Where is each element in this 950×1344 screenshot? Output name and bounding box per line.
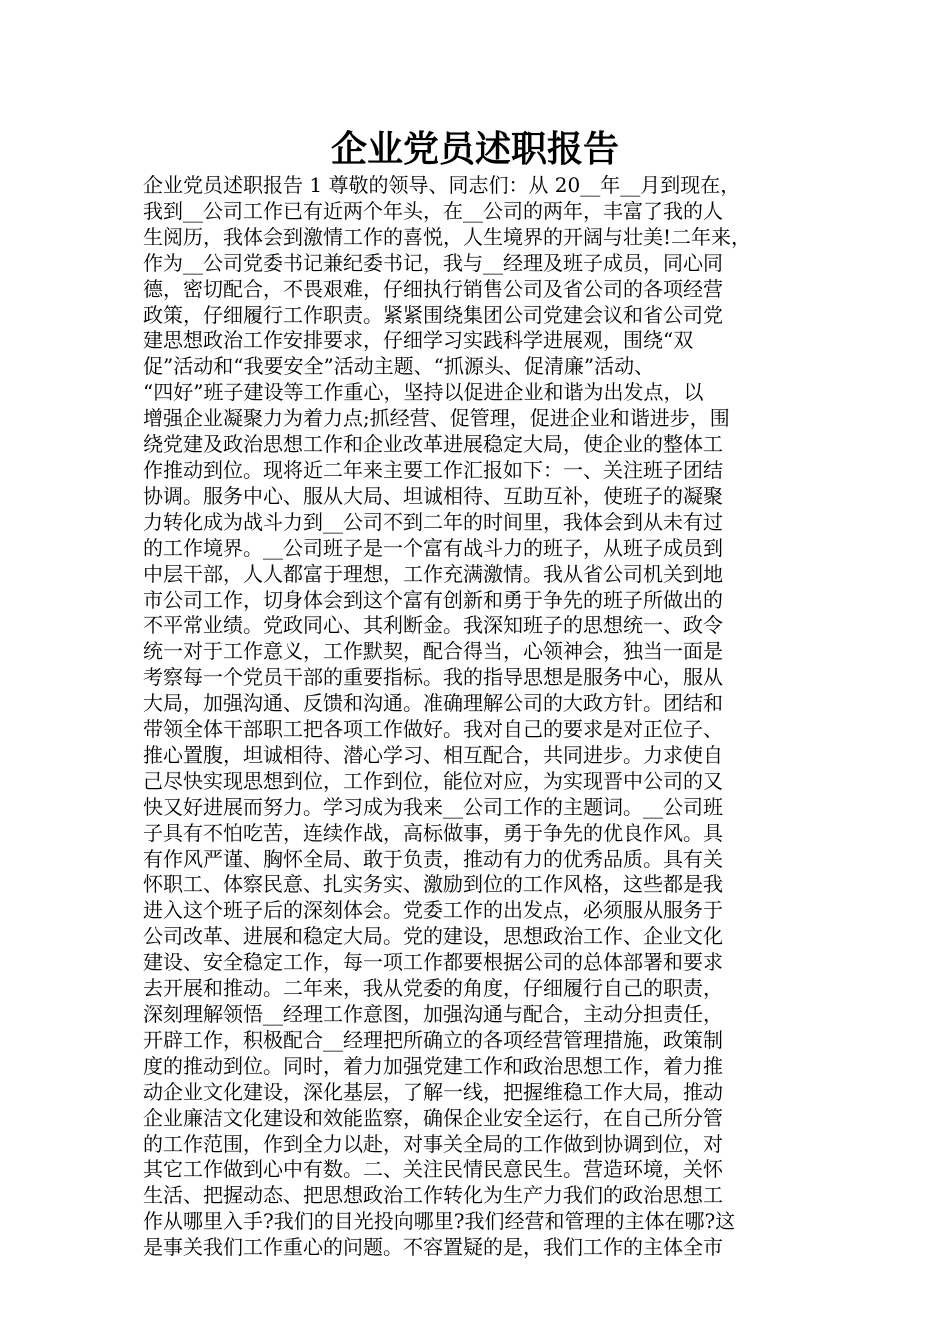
body-text-line: 绕党建及政治思想工作和企业改革进展稳定大局，使企业的整体工	[143, 432, 723, 457]
body-text-line: 促”活动和“我要安全”活动主题、“抓源头、促清廉”活动、	[143, 354, 655, 379]
body-text-line: 的工作范围，作到全力以赴，对事关全局的工作做到协调到位，对	[143, 1131, 723, 1156]
document-body	[143, 173, 813, 1261]
body-text-line: 大局，加强沟通、反馈和沟通。准确理解公司的大政方针。团结和	[143, 691, 723, 716]
body-text-line: “四好”班子建设等工作重心，坚持以促进企业和谐为出发点，以	[143, 380, 704, 405]
body-text-line: 有作风严谨、胸怀全局、敢于负责，推动有力的优秀品质。具有关	[143, 846, 723, 871]
body-text-line: 协调。服务中心、服从大局、坦诚相待、互助互补，使班子的凝聚	[143, 483, 723, 508]
body-text-line: 作推动到位。现将近二年来主要工作汇报如下：一、关注班子团结	[143, 457, 723, 482]
body-text-line: 作为__公司党委书记兼纪委书记，我与__经理及班子成员，同心同	[143, 250, 723, 275]
body-text-line: 生活、把握动态、把思想政治工作转化为生产力我们的政治思想工	[143, 1183, 723, 1208]
body-text-line: 我到__公司工作已有近两个年头，在__公司的两年，丰富了我的人	[143, 198, 723, 223]
body-text-line: 企业党员述职报告 1 尊敬的领导、同志们：从 20__年__月到现在，	[143, 173, 741, 197]
body-text-line: 子具有不怕吃苦，连续作战，高标做事，勇于争先的优良作风。具	[143, 820, 723, 845]
body-text-line: 德，密切配合，不畏艰难，仔细执行销售公司及省公司的各项经营	[143, 276, 723, 301]
body-text-line: 政策，仔细履行工作职责。紧紧围绕集团公司党建会议和省公司党	[143, 302, 723, 327]
body-text-line: 公司改革、进展和稳定大局。党的建设，思想政治工作、企业文化	[143, 924, 723, 949]
body-text-line: 带领全体干部职工把各项工作做好。我对自己的要求是对正位子、	[143, 717, 723, 742]
body-text-line: 生阅历，我体会到激情工作的喜悦，人生境界的开阔与壮美!二年来，	[143, 224, 752, 249]
body-text-line: 作从哪里入手?我们的目光投向哪里?我们经营和管理的主体在哪?这	[143, 1209, 736, 1234]
body-text-line: 怀职工、体察民意、扎实务实、激励到位的工作风格，这些都是我	[143, 872, 723, 897]
body-text-line: 开辟工作，积极配合__经理把所确立的各项经营管理措施，政策制	[143, 1027, 723, 1052]
body-text-line: 是事关我们工作重心的问题。不容置疑的是，我们工作的主体全市	[143, 1235, 723, 1260]
body-text-line: 推心置腹，坦诚相待、潜心学习、相互配合，共同进步。力求使自	[143, 742, 723, 767]
body-text-line: 深刻理解领悟__经理工作意图，加强沟通与配合，主动分担责任，	[143, 1002, 723, 1026]
body-text-line: 增强企业凝聚力为着力点;抓经营、促管理，促进企业和谐进步，围	[143, 406, 730, 431]
body-text-line: 动企业文化建设，深化基层，了解一线，把握维稳工作大局，推动	[143, 1079, 723, 1104]
body-text-line: 快又好进展而努力。学习成为我来__公司工作的主题词。__公司班	[143, 794, 723, 819]
body-text-line: 去开展和推动。二年来，我从党委的角度，仔细履行自己的职责，	[143, 976, 723, 1001]
body-text-line: 统一对于工作意义，工作默契，配合得当，心领神会，独当一面是	[143, 639, 723, 664]
body-text-line: 考察每一个党员干部的重要指标。我的指导思想是服务中心，服从	[143, 665, 723, 690]
body-text-line: 市公司工作，切身体会到这个富有创新和勇于争先的班子所做出的	[143, 587, 723, 612]
body-text-line: 企业廉洁文化建设和效能监察，确保企业安全运行，在自己所分管	[143, 1105, 723, 1130]
document-title: 企业党员述职报告	[330, 129, 619, 170]
body-text-line: 的工作境界。__公司班子是一个富有战斗力的班子，从班子成员到	[143, 535, 723, 560]
body-text-line: 力转化成为战斗力到__公司不到二年的时间里，我体会到从未有过	[143, 509, 723, 534]
body-text-line: 进入这个班子后的深刻体会。党委工作的出发点，必须服从服务于	[143, 898, 723, 923]
body-text-line: 建思想政治工作安排要求，仔细学习实践科学进展观，围绕“双	[143, 328, 694, 353]
body-text-line: 其它工作做到心中有数。二、关注民情民意民生。营造环境，关怀	[143, 1157, 723, 1182]
body-text-line: 不平常业绩。党政同心、其利断金。我深知班子的思想统一、政令	[143, 613, 723, 638]
body-text-line: 度的推动到位。同时，着力加强党建工作和政治思想工作，着力推	[143, 1053, 723, 1078]
body-text-line: 建设、安全稳定工作，每一项工作都要根据公司的总体部署和要求	[143, 950, 723, 975]
body-text-line: 中层干部，人人都富于理想，工作充满激情。我从省公司机关到地	[143, 561, 723, 586]
body-text-line: 己尽快实现思想到位，工作到位，能位对应，为实现晋中公司的又	[143, 768, 723, 793]
